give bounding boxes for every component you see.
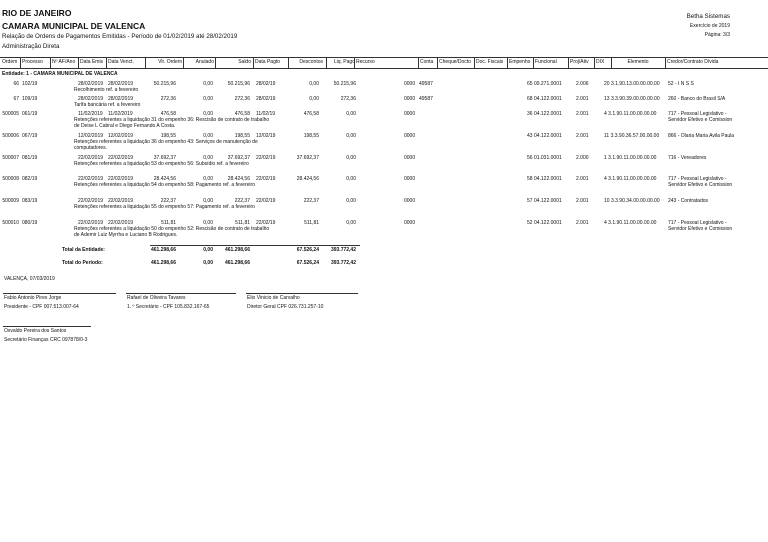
place-date: VALENÇA, 07/03/2019 [4,276,55,282]
cell-saldo: 28.424,56 [227,176,250,182]
signer-role: Diretor Geral CPF 026.731.257-10 [247,304,324,310]
cell-descontos: 222,37 [303,198,319,204]
cell-data-emis: 22/02/2019 [78,220,104,226]
cell-elemento: 4 3.1.90.11.00.00.00.00 [604,220,657,226]
cell-descontos: 476,58 [303,111,319,117]
cell-credor: 260 - Banco do Brasil S/A [668,96,726,102]
cell-processo: 082/19 [22,176,38,182]
cell-historico: Recolhimento ref. a fevereiro [74,87,139,93]
cell-data-emis: 12/02/2019 [78,133,104,139]
total-valor: 461.298,66 [150,260,176,266]
cell-ordem: 67 [13,96,19,102]
cell-conta: 49587 [419,81,433,87]
cell-historico: Retenções referentes a liquidação 55 do empenho 57: Pagamento ref. a fevereiro [74,204,255,210]
cell-data-pagto: 28/02/19 [256,81,276,87]
cell-funcional: 58 04.122.0001 [527,176,562,182]
cell-saldo: 222,37 [234,198,250,204]
cell-ordem: 66 [13,81,19,87]
cell-credor: 717 - Pessoal Legislativo - Servidor Efetivo e Comission [668,220,733,232]
signer-name: Osvaldo Pereira dos Santos [4,328,67,334]
cell-ordem: 500009 [2,198,19,204]
col-conta: Conta [420,59,434,65]
signature-line [246,293,358,294]
cell-funcional: 57 04.122.0001 [527,198,562,204]
cell-ordem: 500007 [2,155,19,161]
cell-ordem: 500008 [2,176,19,182]
total-valor: 461.298,66 [150,247,176,253]
cell-anulado: 0,00 [203,96,213,102]
cell-elemento: 4 3.1.90.11.00.00.00.00 [604,176,657,182]
cell-credor: 717 - Pessoal Legislativo - Servidor Efetivo e Comission [668,111,733,123]
col-cheque: Cheque/Docto [439,59,471,65]
cell-liq-pago: 50.215,96 [333,81,356,87]
cell-data-pagto: 11/02/19 [256,111,276,117]
cell-liq-pago: 0,00 [346,198,356,204]
signer-role: 1. º Secretário - CPF 105.832.167-65 [127,304,210,310]
cell-proj-ativ: 2.006 [576,81,589,87]
cell-recurso: 0000 [404,220,416,226]
cell-anulado: 0,00 [203,155,213,161]
cell-anulado: 0,00 [203,111,213,117]
total-liq-pago: 393.772,42 [330,247,356,253]
col-funcional: Funcional [535,59,557,65]
signer-role: Presidente - CPF 007.513.007-64 [4,304,79,310]
cell-credor: 717 - Pessoal Legislativo - Servidor Efetivo e Comission [668,176,733,188]
entity-title: CAMARA MUNICIPAL DE VALENCA [2,21,146,31]
cell-processo: 067/19 [22,133,38,139]
cell-recurso: 0000 [404,155,416,161]
cell-recurso: 0000 [404,198,416,204]
system-name: Betha Sistemas [686,13,730,20]
cell-processo: 102/19 [22,81,38,87]
col-saldo: Saldo [238,59,251,65]
cell-funcional: 43 04.122.0001 [527,133,562,139]
total-anulado: 0,00 [203,247,213,253]
total-liq-pago: 393.772,42 [330,260,356,266]
signature-line [3,326,91,327]
cell-processo: 081/19 [22,155,38,161]
total-saldo: 461.298,66 [224,260,250,266]
cell-data-pagto: 22/02/19 [256,155,276,161]
cell-valor: 222,37 [160,198,176,204]
cell-funcional: 56 01.031.0001 [527,155,562,161]
cell-data-venc: 22/02/2019 [108,155,134,161]
cell-elemento: 1 3.1.90.11.00.00.00.00 [604,155,657,161]
cell-credor: 52 - I N S S [668,81,694,87]
cell-data-emis: 28/02/2019 [78,96,104,102]
col-liq-pago: Liq. Pago [333,59,355,65]
cell-proj-ativ: 2.000 [576,155,589,161]
cell-valor: 476,58 [160,111,176,117]
signer-name: Rafael de Oliveira Tavares [127,295,186,301]
cell-credor: 716 - Vereadores [668,155,707,161]
cell-proj-ativ: 2.001 [576,176,589,182]
col-af: Nº AF/Ano [52,59,76,65]
cell-liq-pago: 272,36 [340,96,356,102]
col-recurso: Recurso [356,59,375,65]
cell-descontos: 0,00 [309,96,319,102]
cell-data-venc: 22/02/2019 [108,198,134,204]
col-valor: Vlr. Ordem [158,59,182,65]
cell-valor: 198,55 [160,133,176,139]
col-elemento: Elemento [627,59,649,65]
cell-historico: Retenções referentes a liquidação 31 do empenho 36: Rescisão de contrato de trabalho de Deise L Cabral e Diego Fernando A Costa. [74,117,270,129]
cell-anulado: 0,00 [203,176,213,182]
cell-data-venc: 12/02/2019 [108,133,134,139]
cell-credor: 243 - Contratados [668,198,709,204]
cell-processo: 080/19 [22,220,38,226]
col-credor: Credor/Contrato Dívida [667,59,719,65]
cell-saldo: 476,58 [234,111,250,117]
cell-valor: 28.424,56 [153,176,176,182]
col-dix: DIX [596,59,605,65]
cell-proj-ativ: 2.001 [576,198,589,204]
cell-saldo: 511,81 [235,220,250,226]
total-label: Total da Entidade: [62,247,105,253]
cell-recurso: 0000 [404,111,416,117]
cell-processo: 083/19 [22,198,38,204]
entity-section: Entidade: 1 - CAMARA MUNICIPAL DE VALENCA [2,71,118,77]
fiscal-year: Exercício de 2019 [689,23,730,29]
cell-data-venc: 11/02/2019 [108,111,133,117]
cell-ordem: 500005 [2,111,19,117]
cell-data-pagto: 22/02/19 [256,220,276,226]
cell-data-pagto: 28/02/19 [256,96,276,102]
cell-data-emis: 22/02/2019 [78,176,104,182]
cell-historico: Retenções referentes a liquidação 54 do empenho 58: Pagamento ref. a fevereiro [74,182,255,188]
cell-anulado: 0,00 [203,220,213,226]
cell-valor: 50.215,96 [153,81,176,87]
col-descontos: Descontos [299,59,323,65]
state-title: RIO DE JANEIRO [2,8,72,18]
cell-ordem: 500010 [2,220,19,226]
cell-funcional: 36 04.122.0001 [527,111,562,117]
cell-liq-pago: 0,00 [346,133,356,139]
cell-processo: 109/19 [22,96,38,102]
cell-data-pagto: 22/02/19 [256,176,276,182]
cell-anulado: 0,00 [203,81,213,87]
cell-data-venc: 22/02/2019 [108,176,134,182]
cell-valor: 272,36 [160,96,176,102]
col-data-venc: Data Venct. [108,59,134,65]
cell-data-venc: 22/02/2019 [108,220,134,226]
report-title: Relação de Ordens de Pagamentos Emitidas - Período de 01/02/2019 até 28/02/2019 [2,33,238,40]
cell-recurso: 0000 [404,81,416,87]
cell-descontos: 198,55 [303,133,319,139]
cell-saldo: 37.692,37 [227,155,250,161]
col-processo: Processo [22,59,43,65]
cell-historico: Retenções referentes a liquidação 36 do empenho 43: Serviços de manutenção de computadores. [74,139,258,151]
page-number: Página: 3/3 [704,32,730,38]
signer-role: Secretário Finanças CRC 097878/0-3 [4,337,88,343]
cell-anulado: 0,00 [203,198,213,204]
department: Administração Direta [2,43,60,50]
cell-funcional: 65 09.271.0001 [527,81,562,87]
cell-descontos: 0,00 [309,81,319,87]
cell-anulado: 0,00 [203,133,213,139]
cell-liq-pago: 0,00 [346,220,356,226]
signer-name: Fabio Antonio Pires Jorge [4,295,62,301]
total-descontos: 67.526,24 [296,247,319,253]
cell-funcional: 52 04.122.0001 [527,220,562,226]
cell-elemento: 10 3.3.90.34.00.00.00.00 [604,198,660,204]
cell-valor: 511,81 [161,220,176,226]
cell-descontos: 511,81 [304,220,319,226]
col-data-emis: Data Emis [80,59,104,65]
cell-recurso: 0000 [404,96,416,102]
col-ordem: Ordem [2,59,18,65]
cell-conta: 49587 [419,96,433,102]
col-empenho: Empenho [509,59,531,65]
total-saldo: 461.298,66 [224,247,250,253]
cell-data-pagto: 12/02/19 [256,133,276,139]
cell-historico: Retenções referentes a liquidação 50 do empenho 52: Rescisão de contrato de trabalho de Ademir Luiz Myrrha e Luciano B Rodrigues. [74,226,270,238]
cell-recurso: 0000 [404,176,416,182]
cell-elemento: 13 3.3.90.39.00.00.00.00 [604,96,660,102]
signer-name: Élio Vinicio de Carvalho [247,295,300,301]
cell-descontos: 28.424,56 [296,176,319,182]
cell-credor: 866 - Olaria Maria Avila Paula [668,133,735,139]
cell-liq-pago: 0,00 [346,111,356,117]
cell-elemento: 11 3.3.90.36.57.00.00.00 [604,133,660,139]
cell-elemento: 20 3.1.90.13.00.00.00.00 [604,81,660,87]
cell-proj-ativ: 2.001 [576,111,589,117]
col-proj: Proj/Ativ [570,59,589,65]
cell-data-venc: 28/02/2019 [108,96,134,102]
cell-descontos: 37.692,37 [296,155,319,161]
cell-proj-ativ: 2.001 [576,220,589,226]
cell-data-emis: 11/02/2019 [78,111,103,117]
total-label: Total do Período: [62,260,103,266]
total-descontos: 67.526,24 [296,260,319,266]
cell-liq-pago: 0,00 [346,176,356,182]
cell-proj-ativ: 2.001 [576,96,589,102]
cell-historico: Retenções referentes a liquidação 53 do empenho 56: Subsídio ref. a fevereiro [74,161,249,167]
cell-valor: 37.692,37 [153,155,176,161]
cell-recurso: 0000 [404,133,416,139]
cell-data-venc: 28/02/2019 [108,81,134,87]
cell-data-pagto: 22/02/19 [256,198,276,204]
cell-ordem: 500006 [2,133,19,139]
col-data-pagto: Data Pagto [255,59,281,65]
cell-proj-ativ: 2.001 [576,133,589,139]
cell-saldo: 272,36 [234,96,250,102]
cell-funcional: 68 04.122.0001 [527,96,562,102]
total-anulado: 0,00 [203,260,213,266]
cell-elemento: 4 3.1.90.11.00.00.00.00 [604,111,657,117]
cell-processo: 061/19 [22,111,38,117]
signature-line [3,293,116,294]
signature-line [126,293,236,294]
cell-liq-pago: 0,00 [346,155,356,161]
col-anulado: Anulado [195,59,214,65]
col-doc-fiscais: Doc. Fiscais [476,59,504,65]
cell-data-emis: 28/02/2019 [78,81,104,87]
cell-data-emis: 22/02/2019 [78,155,104,161]
cell-data-emis: 22/02/2019 [78,198,104,204]
table-header [0,57,768,69]
cell-saldo: 50.215,96 [227,81,250,87]
cell-saldo: 198,55 [234,133,250,139]
cell-historico: Tarifa bancária ref. a fevereiro [74,102,141,108]
